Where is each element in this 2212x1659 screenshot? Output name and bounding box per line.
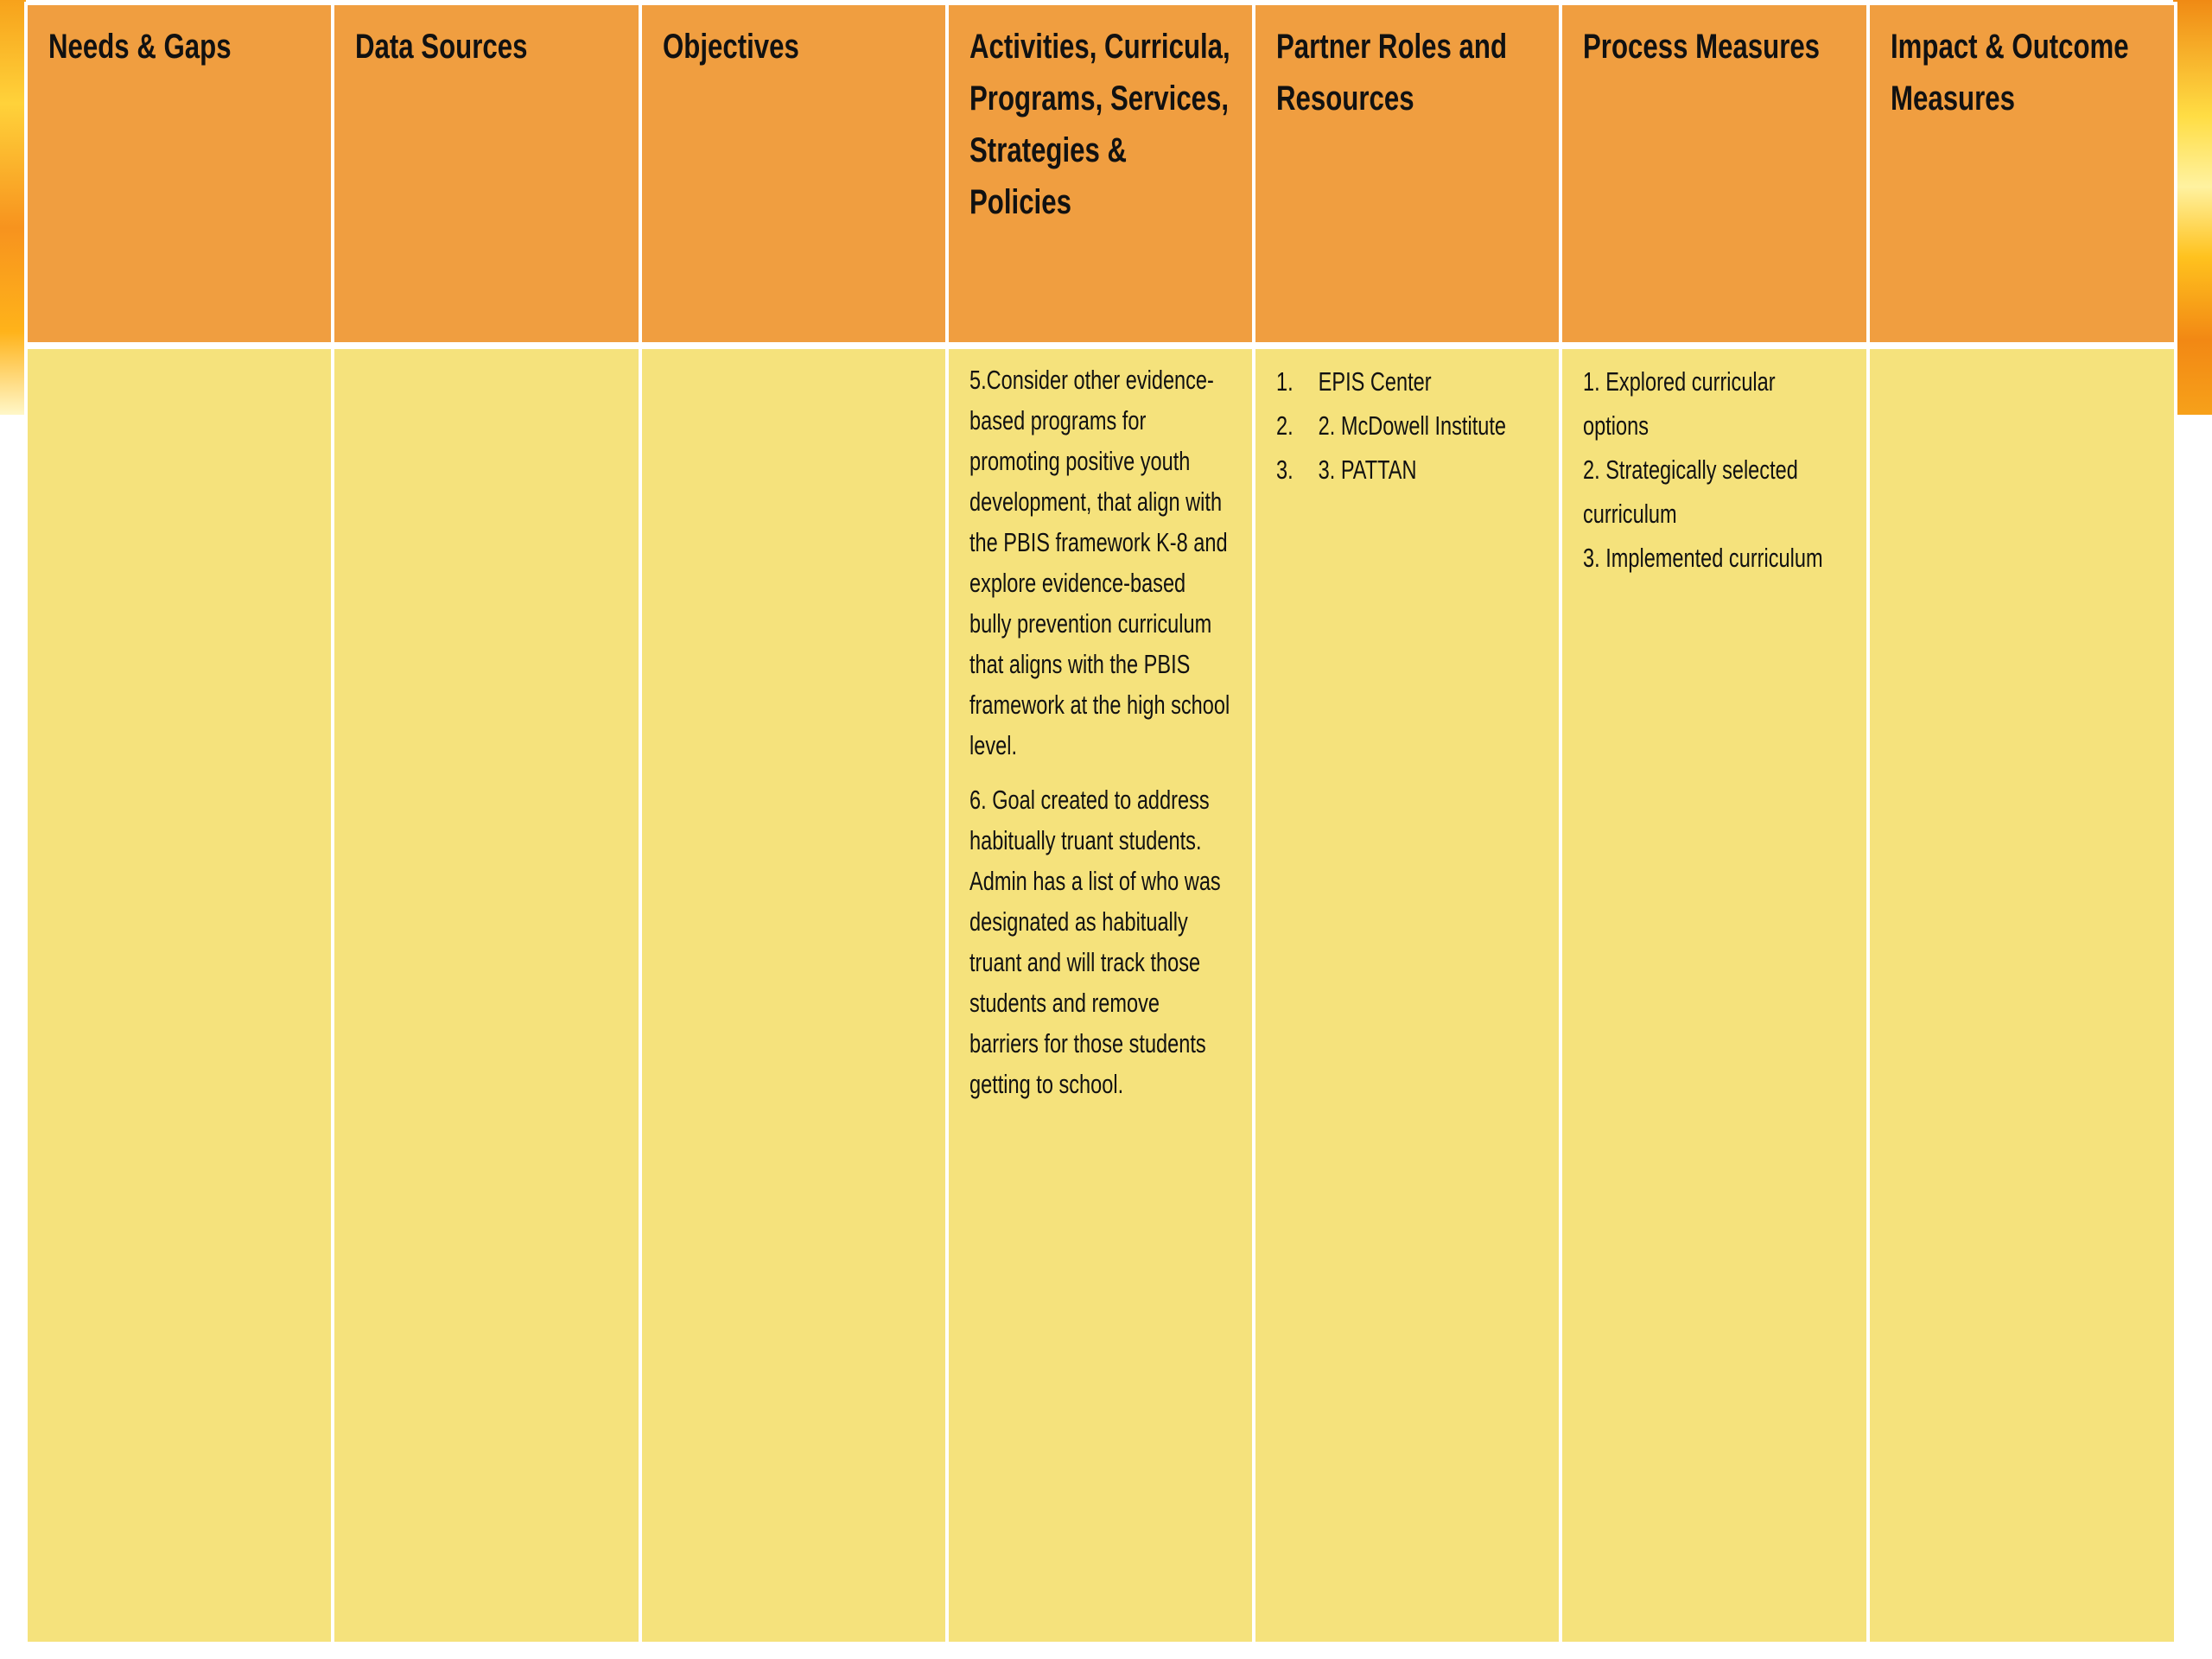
activities-content <box>969 359 1232 1104</box>
activity-item-5: 5.Consider other evidence-based programs for promoting positive youth development, that align with the PBIS framework K-8 and explore evidence-based bully prevention curriculum that aligns with the PBIS framework at the high school level. <box>969 365 1230 760</box>
header-process-measures: Process Measures <box>1560 3 1867 346</box>
header-impact-outcome: Impact & Outcome Measures <box>1868 3 2176 346</box>
logic-model-table <box>24 2 2177 1645</box>
process-measures-content <box>1583 359 1846 580</box>
cell-process-measures <box>1560 346 1867 1643</box>
header-data-sources: Data Sources <box>333 3 639 346</box>
list-item: 1. Explored curricular options <box>1583 366 1777 441</box>
activity-item-6: 6. Goal created to address habitually truant students. Admin has a list of who was designated as habitually truant and will track those students and remove barriers for those students getting to school. <box>969 785 1221 1099</box>
header-row <box>26 3 2176 346</box>
cell-objectives <box>640 346 947 1643</box>
list-item <box>1276 448 1539 492</box>
right-decorative-gradient <box>2173 0 2212 415</box>
list-item: 2. Strategically selected curriculum <box>1583 454 1799 529</box>
partner-roles-list <box>1276 359 1539 492</box>
header-partner-roles: Partner Roles and Resources <box>1254 3 1560 346</box>
list-marker: 3. <box>1276 454 1294 485</box>
list-item: 3. Implemented curriculum <box>1583 543 1823 573</box>
partner-role-text: 2. McDowell Institute <box>1318 410 1507 441</box>
header-needs-gaps: Needs & Gaps <box>26 3 333 346</box>
cell-partner-roles <box>1254 346 1560 1643</box>
partner-role-text: 3. PATTAN <box>1318 454 1417 485</box>
cell-needs-gaps <box>26 346 333 1643</box>
partner-roles-content <box>1276 359 1539 492</box>
left-decorative-gradient <box>0 0 26 415</box>
header-objectives: Objectives <box>640 3 947 346</box>
list-marker: 2. <box>1276 410 1294 441</box>
list-item <box>1276 359 1539 404</box>
cell-activities <box>947 346 1254 1643</box>
header-activities: Activities, Curricula, Programs, Services, Strategies & Policies <box>947 3 1254 346</box>
table-row <box>26 346 2176 1643</box>
cell-data-sources <box>333 346 639 1643</box>
process-measures-list <box>1583 359 1846 580</box>
cell-impact-outcome <box>1868 346 2176 1643</box>
list-marker: 1. <box>1276 366 1294 397</box>
list-item <box>1276 404 1539 448</box>
partner-role-text: EPIS Center <box>1318 366 1432 397</box>
